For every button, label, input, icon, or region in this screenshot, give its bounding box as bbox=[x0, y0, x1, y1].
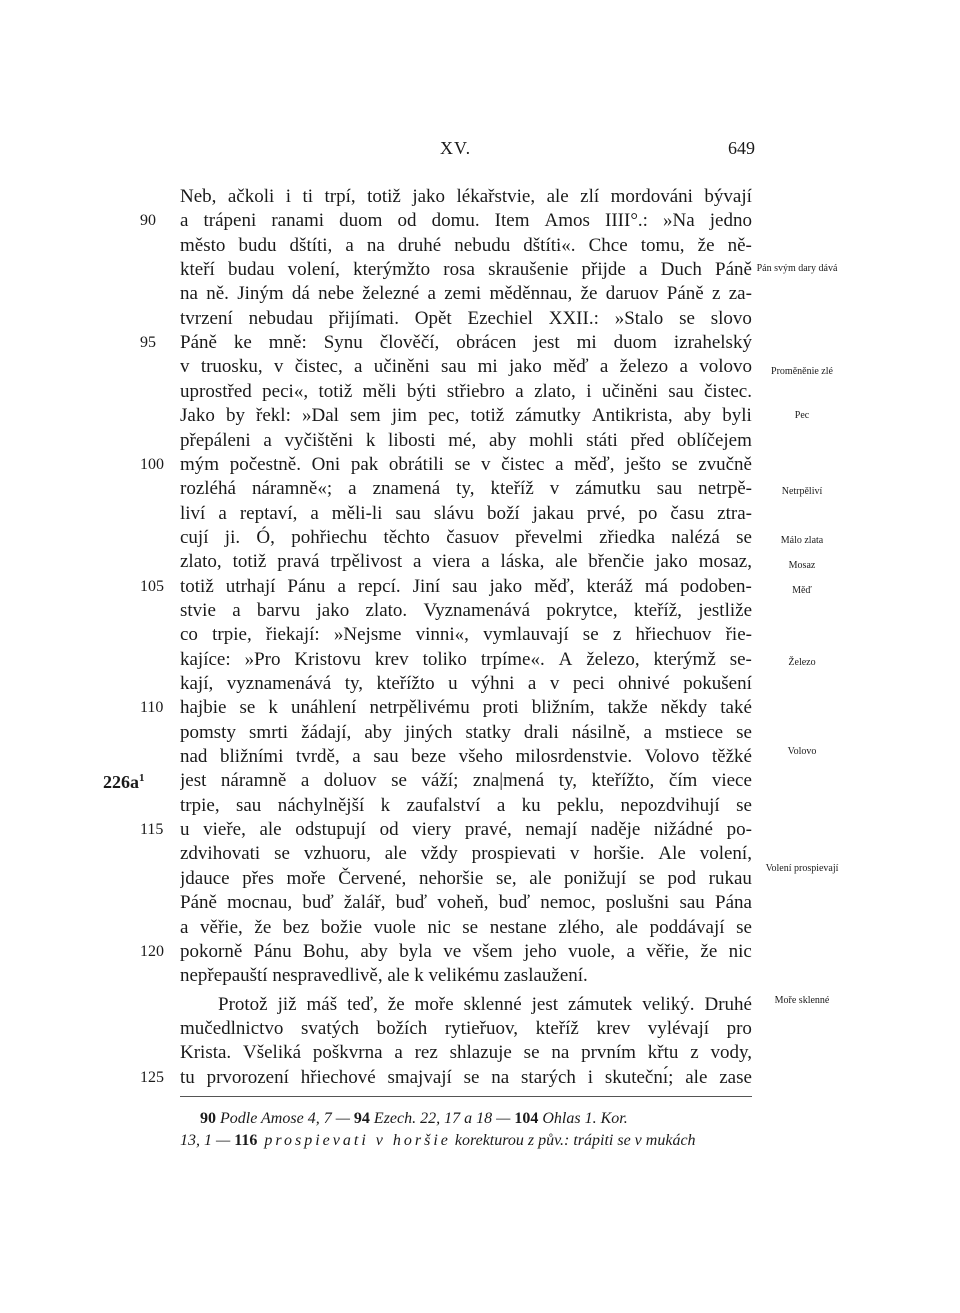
text-line: trpie, sau náchylnější k zaufalství a ku peklu, nepozdvihují se bbox=[180, 794, 752, 816]
text-line: zlato, totiž pravá trpělivost a viera a láska, ale břenčie jako mosaz, bbox=[180, 551, 752, 573]
text-line: pomsty smrti žádají, aby jiných statky drali násilně, a mstiece se bbox=[180, 721, 752, 743]
text-line: Krista. Všeliká poškvrna a rez shlazuje se na prvním křtu z vody, bbox=[180, 1042, 752, 1064]
side-note: Pec bbox=[794, 410, 810, 421]
side-note: Netrpěliví bbox=[781, 486, 823, 497]
footnote-line-1 bbox=[200, 1108, 760, 1130]
footnote-text: Ezech. 22, 17 a 18 — bbox=[369, 1110, 515, 1127]
text-line: Páně ke mně: Synu člověčí, obrácen jest mi duom izrahelský bbox=[180, 332, 752, 354]
text-line: totiž utrhají Pánu a repcí. Jiní sau jako měď, kteráž má podoben- bbox=[180, 575, 752, 597]
text-line: u vieře, ale odstupují od viery pravé, nemají naděje nižádné po- bbox=[180, 819, 752, 841]
section-number: XV. bbox=[440, 138, 472, 158]
text-line: nad bližními tvrdě, a sau beze všeho milosrdenstvie. Volovo těžké bbox=[180, 746, 752, 768]
side-note: Pán svým dary dává bbox=[756, 263, 838, 274]
line-number: 90 bbox=[140, 212, 156, 230]
line-number: 110 bbox=[140, 699, 164, 717]
side-note: Měď bbox=[792, 585, 812, 596]
line-number: 115 bbox=[140, 821, 164, 839]
side-note: Volovo bbox=[787, 746, 817, 757]
text-line: cují ji. Ó, pohřiechu těchto časuov převelmi zřiedka nalézá se bbox=[180, 526, 752, 548]
text-line: hajbie se k unáhlení netrpělivému proti bližním, takže někdy také bbox=[180, 697, 752, 719]
side-note: Volení prospievají bbox=[765, 863, 839, 874]
side-note: Moře sklenné bbox=[774, 995, 830, 1006]
text-line: co trpie, řiekají: »Nejsme vinni«, vymlauvají se z hřiechuov řie- bbox=[180, 624, 752, 646]
text-line: přepáleni a vyčištěni k libosti mé, aby mohli státi před oblíčejem bbox=[180, 429, 752, 451]
running-header bbox=[0, 138, 960, 162]
text-line: a věřie, že bez božie vuole nic se nestane zlého, ale poddávají se bbox=[180, 916, 752, 938]
text-line: stvie a barvu jako zlato. Vyznamenává pokrytce, kteříž, jestliže bbox=[180, 599, 752, 621]
text-line: kteří budau volení, kterýmžto rosa skraušenie přijde a Duch Páně bbox=[180, 259, 752, 281]
side-note: Málo zlata bbox=[780, 535, 824, 546]
text-line: jdauce přes moře Červené, nehoršie se, ale ponižují se pod rukau bbox=[180, 867, 752, 889]
line-number: 125 bbox=[140, 1068, 164, 1086]
footnote-line-ref: 104 bbox=[514, 1110, 539, 1127]
line-number: 95 bbox=[140, 334, 156, 352]
footnote-text: Podle Amose 4, 7 — bbox=[216, 1110, 354, 1127]
line-number: 105 bbox=[140, 577, 164, 595]
text-line: kají, vyznamenává ty, kteřížto u výhni a v peci ohnivé pokušení bbox=[180, 673, 752, 694]
text-line: kajíce: »Pro Kristovu krev toliko trpíme«. A železo, kterýmž se- bbox=[180, 648, 752, 670]
text-line: Protož již máš teď, že moře sklenné jest zámutek veliký. Druhé bbox=[218, 993, 752, 1015]
text-line: pokorně Pánu Bohu, aby byla ve všem jeho vuole, a věřie, že nic bbox=[180, 940, 752, 962]
text-line: Páně mocnau, buď žalář, buď voheň, buď nemoc, poslušni sau Pána bbox=[180, 892, 752, 914]
text-line: mým počestně. Oni pak obrátili se v čistec a měď, ješto se zvučně bbox=[180, 453, 752, 475]
text-line: mučedlnictvo svatých božích rytieřuov, kteříž krev vylévají pro bbox=[180, 1017, 752, 1039]
text-line: tu prvorození hřiechové smajvají se na starých i skutečnı́; ale zase bbox=[180, 1066, 752, 1088]
manuscript-folio-ref: $226a^1$ bbox=[103, 772, 145, 792]
footnote-rule bbox=[180, 1096, 752, 1097]
text-line: nepřepauští nespravedlivě, ale k velikému zaslaužení. bbox=[180, 965, 588, 987]
text-line: zdvihovati se vzhuoru, ale vždy prospievati v horšie. Ale volení, bbox=[180, 843, 752, 865]
text-line: město budu dštíti, a na druhé nebudu dštíti«. Chce tomu, že ně- bbox=[180, 234, 752, 256]
text-line: Jako by řekl: »Dal sem jim pec, totiž zámutky Antikrista, aby byli bbox=[180, 405, 752, 427]
side-note: Železo bbox=[788, 657, 816, 668]
line-number: 120 bbox=[140, 942, 164, 960]
text-line: jest náramně a doluov se váží; zna|mená ty, kteřížto, čím viece bbox=[180, 770, 752, 792]
page-number: 649 bbox=[728, 138, 755, 158]
footnote-line-ref: 90 bbox=[200, 1110, 216, 1127]
text-line: a trápeni ranami duom od domu. Item Amos IIII°.: »Na jedno bbox=[180, 210, 752, 232]
text-line: tvrzení nebudau přijímati. Opět Ezechiel XXII.: »Stalo se slovo bbox=[180, 307, 752, 329]
side-note: Proměněnie zlé bbox=[771, 366, 833, 377]
footnote-text: Ohlas 1. Kor. bbox=[538, 1110, 628, 1127]
line-number: 100 bbox=[140, 455, 164, 473]
text-line: na ně. Jiným dá nebe železné a zemi měděnnau, že daruov Páně z za- bbox=[180, 283, 752, 305]
text-line: liví a reptaví, a měli-li sau slávu boží jakau prvé, po času ztra- bbox=[180, 502, 752, 524]
footnote-line-2: 13, 1 — 116 prospievati v horšie korekturou z pův.: trápiti se v mukách bbox=[180, 1132, 696, 1149]
side-note: Mosaz bbox=[788, 560, 816, 571]
text-line: Neb, ačkoli i ti trpí, totiž jako lékařstvie, ale zlí mordováni bývají bbox=[180, 186, 752, 207]
text-line: uprostřed peci«, totiž měli býti střiebro a zlato, i učiněni sau čistec. bbox=[180, 380, 752, 402]
text-line: v truosku, v čistec, a učiněni sau mi jako měď a železo a volovo bbox=[180, 356, 752, 378]
text-line: rozléhá náramně«; a znamená ty, kteříž v zámutku sau netrpě- bbox=[180, 478, 752, 500]
footnote-line-ref: 94 bbox=[353, 1110, 370, 1127]
